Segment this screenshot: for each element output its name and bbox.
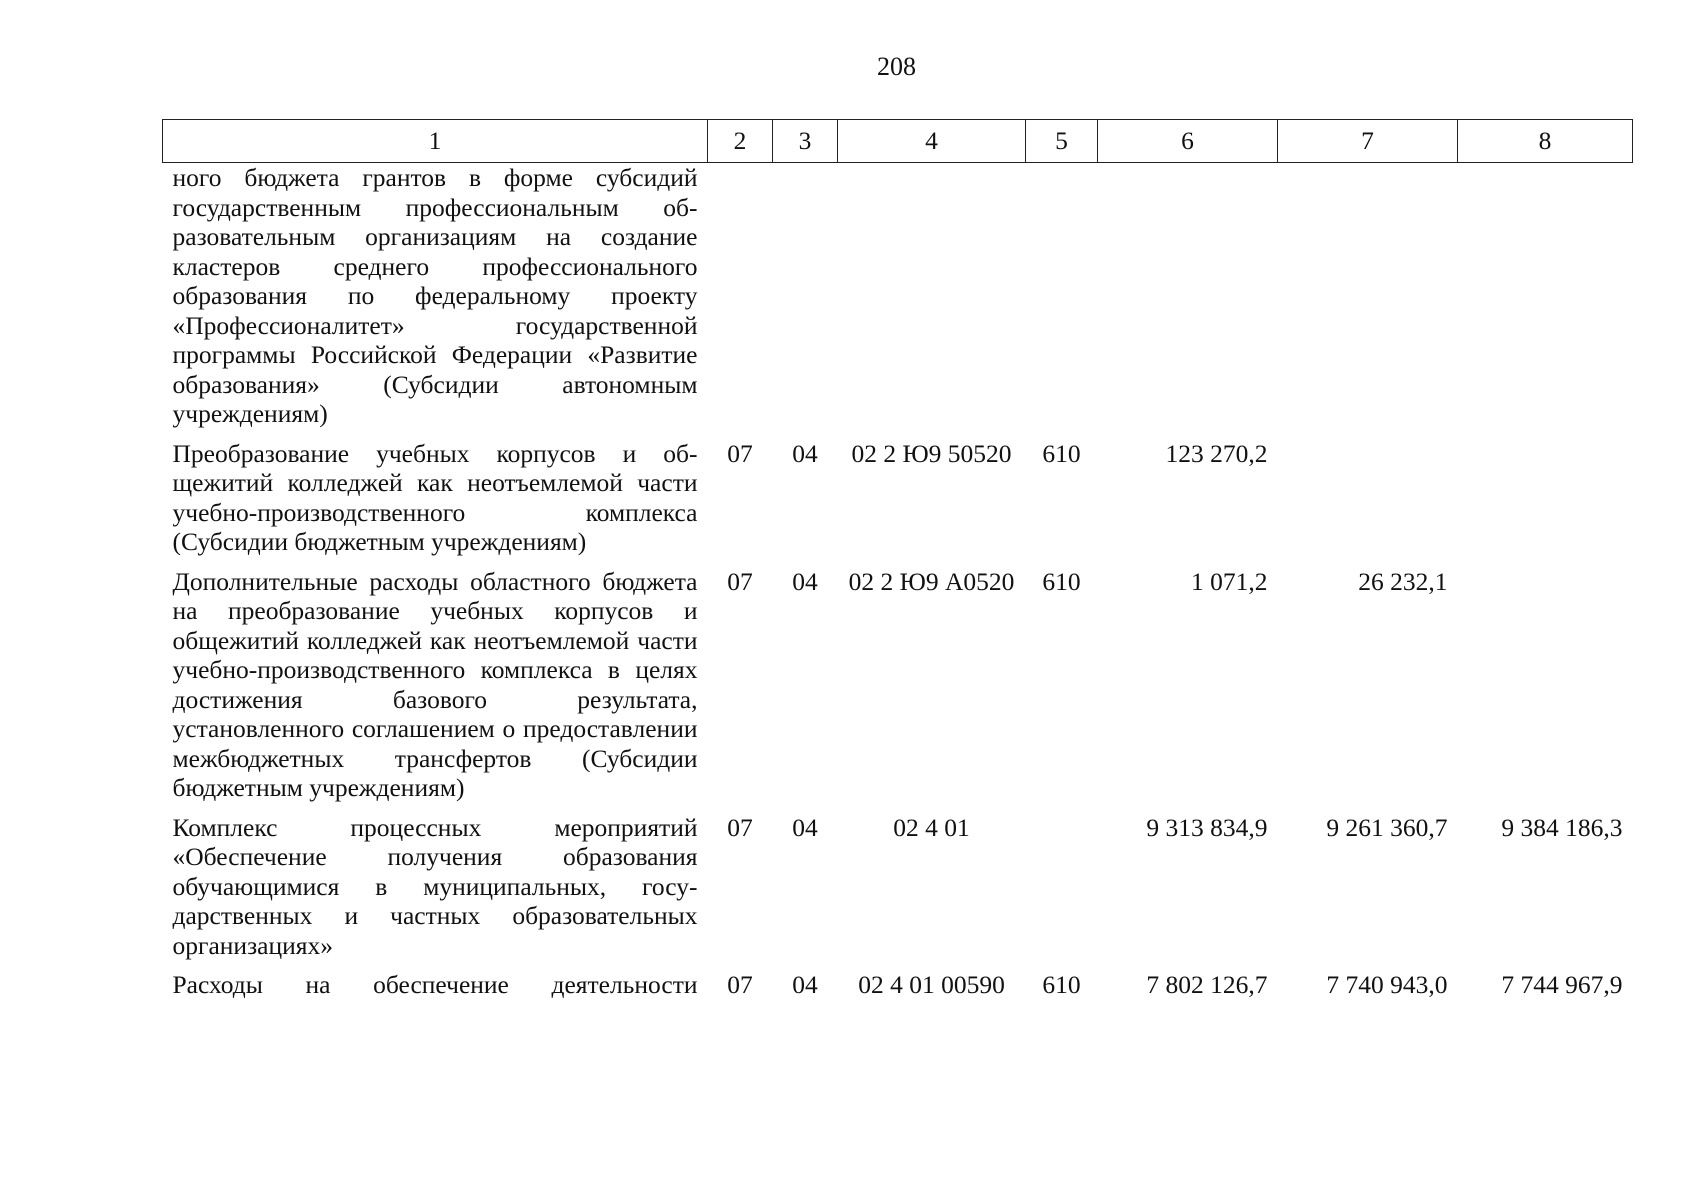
- row-target-article: 02 2 Ю9 А0520: [848, 566, 1015, 596]
- row-section: 07: [727, 438, 753, 468]
- column-header-1: 1: [163, 120, 708, 163]
- row-amount-col7: 7 740 943,0: [1326, 970, 1448, 999]
- row-target-article: 02 4 01 00590: [858, 970, 1005, 999]
- row-expense-type: [1026, 813, 1098, 971]
- column-header-2: 2: [708, 120, 773, 163]
- row-amount-col7: 9 261 360,7: [1326, 812, 1448, 842]
- row-section: 07: [727, 970, 753, 999]
- table-row: [163, 439, 1633, 567]
- row-expense-type: 610: [1042, 970, 1081, 999]
- column-header-7: 7: [1278, 120, 1458, 163]
- row-name: Расходы на обеспечение деятельности: [172, 970, 698, 999]
- row-amount-col6: 7 802 126,7: [1146, 970, 1268, 999]
- row-amount-col8: 7 744 967,9: [1501, 970, 1623, 999]
- row-expense-type: [1026, 163, 1098, 439]
- row-amount-col8: 9 384 186,3: [1501, 812, 1623, 842]
- column-header-6: 6: [1098, 120, 1278, 163]
- row-subsection: 04: [792, 566, 818, 596]
- row-amount-col6: [1098, 163, 1278, 439]
- row-name: ного бюджета грантов в форме субсидий государственным профессиональным образовательным организациям на создание кластеров среднего профессионального образования по федеральному проекту «Профессионалитет» государственной программы Российской Федерации «Развитие образования» (Субсидии автономным учреждениям): [172, 163, 698, 428]
- row-subsection: 04: [792, 970, 818, 999]
- table-row: [163, 970, 1633, 1010]
- row-amount-col8: [1458, 567, 1633, 813]
- row-amount-col7: [1278, 163, 1458, 439]
- row-section: [708, 163, 773, 439]
- table-row: [163, 813, 1633, 971]
- row-amount-col8: [1458, 439, 1633, 567]
- row-target-article: 02 4 01: [893, 812, 970, 842]
- row-section: 07: [727, 812, 753, 842]
- row-name: Комплекс процессных мероприятий «Обеспечение получения образования обучающимися в муниципальных, государственных и частных образовательных организациях»: [172, 812, 698, 960]
- row-amount-col6: 1 071,2: [1191, 566, 1268, 596]
- row-amount-col6: 9 313 834,9: [1146, 812, 1268, 842]
- column-header-3: 3: [773, 120, 838, 163]
- table-row: [163, 567, 1633, 813]
- page-number: 208: [877, 52, 916, 81]
- row-subsection: 04: [792, 438, 818, 468]
- row-amount-col6: 123 270,2: [1165, 438, 1268, 468]
- table-row: [163, 163, 1633, 439]
- budget-table: [162, 119, 1633, 1010]
- row-target-article: [838, 163, 1026, 439]
- column-header-4: 4: [838, 120, 1026, 163]
- row-name: Преобразование учебных корпусов и общежитий колледжей как неотъемлемой части учебно-производственного комплекса (Субсидии бюджетным учреждениям): [172, 438, 698, 556]
- row-name: Дополнительные расходы областного бюджета на преобразование учебных корпусов и общежитий колледжей как неотъемлемой части учебно-производственного комплекса в целях достижения базового результата, установленного соглашением о предоставлении межбюджетных трансфертов (Субсидии бюджетным учреждениям): [172, 566, 698, 802]
- row-subsection: 04: [792, 812, 818, 842]
- column-header-8: 8: [1458, 120, 1633, 163]
- row-expense-type: 610: [1042, 438, 1081, 468]
- row-section: 07: [727, 566, 753, 596]
- row-amount-col8: [1458, 163, 1633, 439]
- row-subsection: [773, 163, 838, 439]
- table-header-row: [163, 120, 1633, 163]
- row-amount-col7: [1278, 439, 1458, 567]
- row-expense-type: 610: [1042, 566, 1081, 596]
- row-amount-col7: 26 232,1: [1358, 566, 1448, 596]
- column-header-5: 5: [1026, 120, 1098, 163]
- row-target-article: 02 2 Ю9 50520: [851, 438, 1012, 468]
